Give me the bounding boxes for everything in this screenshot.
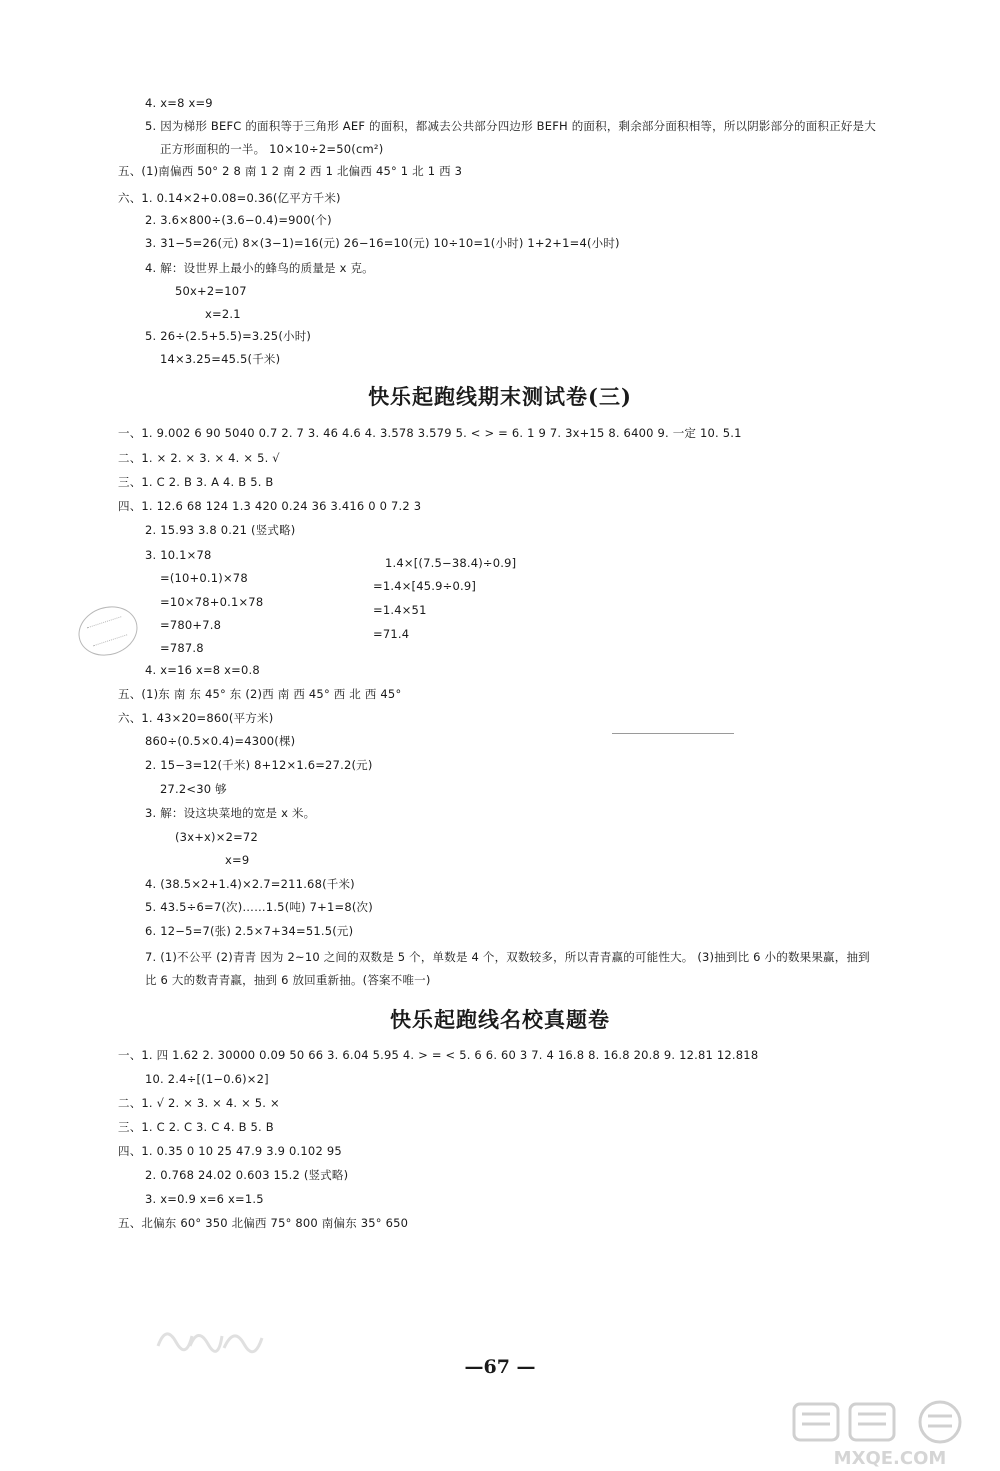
answer-line: 三、1. C 2. B 3. A 4. B 5. B bbox=[118, 475, 274, 489]
answer-line: 10. 2.4÷[(1−0.6)×2] bbox=[145, 1072, 269, 1086]
answer-line: =(10+0.1)×78 bbox=[160, 571, 248, 585]
answer-line: 5. 43.5÷6=7(次)……1.5(吨) 7+1=8(次) bbox=[145, 900, 373, 914]
section-title: 快乐起跑线名校真题卷 bbox=[390, 1007, 610, 1032]
answer-line: 一、1. 9.002 6 90 5040 0.7 2. 7 3. 46 4.6 4. 3.578 3.579 5. < > = 6. 1 9 7. 3x+15 8. 6400 9. 一定 10. 5.1 bbox=[118, 426, 742, 440]
answer-line: 2. 15.93 3.8 0.21 (竖式略) bbox=[145, 523, 296, 537]
answer-line: 1.4×[(7.5−38.4)÷0.9] bbox=[385, 556, 517, 570]
answer-line: 5. 因为梯形 BEFC 的面积等于三角形 AEF 的面积，都减去公共部分四边形 BEFH 的面积，剩余部分面积相等，所以阴影部分的面积正好是大 bbox=[145, 119, 876, 133]
answer-line: 一、1. 四 1.62 2. 30000 0.09 50 66 3. 6.04 5.95 4. > = < 5. 6 6. 60 3 7. 4 16.8 8. 16.8 20.8 9. 12.81 12.818 bbox=[118, 1048, 759, 1062]
answer-line: 五、(1)南偏西 50° 2 8 南 1 2 南 2 西 1 北偏西 45° 1 北 1 西 3 bbox=[118, 164, 463, 178]
answer-line: x=2.1 bbox=[205, 307, 241, 321]
answer-line: =1.4×[45.9÷0.9] bbox=[373, 579, 477, 593]
faint-watermark-left bbox=[150, 1318, 280, 1354]
answer-line: 比 6 大的数青青赢，抽到 6 放回重新抽。(答案不唯一) bbox=[145, 973, 431, 987]
answer-line: 6. 12−5=7(张) 2.5×7+34=51.5(元) bbox=[145, 924, 354, 938]
answer-line: 2. 15−3=12(千米) 8+12×1.6=27.2(元) bbox=[145, 758, 373, 772]
answer-line: =71.4 bbox=[373, 627, 410, 641]
answer-line: 四、1. 12.6 68 124 1.3 420 0.24 36 3.416 0 0 7.2 3 bbox=[118, 499, 422, 513]
answer-line: x=9 bbox=[225, 853, 250, 867]
answer-line: 860÷(0.5×0.4)=4300(棵) bbox=[145, 734, 296, 748]
answer-line: 3. 31−5=26(元) 8×(3−1)=16(元) 26−16=10(元) 10÷10=1(小时) 1+2+1=4(小时) bbox=[145, 236, 620, 250]
answer-line: 3. 解：设这块菜地的宽是 x 米。 bbox=[145, 806, 316, 820]
answer-line: 5. 26÷(2.5+5.5)=3.25(小时) bbox=[145, 329, 312, 343]
answer-line: 50x+2=107 bbox=[175, 284, 247, 298]
answer-line: 正方形面积的一半。 10×10÷2=50(cm²) bbox=[160, 142, 384, 156]
answer-line: 四、1. 0.35 0 10 25 47.9 3.9 0.102 95 bbox=[118, 1144, 342, 1158]
answer-line: =787.8 bbox=[160, 641, 204, 655]
section-title: 快乐起跑线期末测试卷(三) bbox=[368, 384, 632, 409]
answer-line: 六、1. 0.14×2+0.08=0.36(亿平方千米) bbox=[118, 191, 341, 205]
answer-line: 4. x=8 x=9 bbox=[145, 96, 213, 110]
answer-line: 3. x=0.9 x=6 x=1.5 bbox=[145, 1192, 264, 1206]
answer-line: 14×3.25=45.5(千米) bbox=[160, 352, 281, 366]
answer-line: 三、1. C 2. C 3. C 4. B 5. B bbox=[118, 1120, 274, 1134]
answer-line: 4. (38.5×2+1.4)×2.7=211.68(千米) bbox=[145, 877, 355, 891]
stamp-mark bbox=[72, 599, 144, 663]
answer-line: 2. 3.6×800÷(3.6−0.4)=900(个) bbox=[145, 213, 332, 227]
answer-line: =10×78+0.1×78 bbox=[160, 595, 264, 609]
answer-line: 二、1. √ 2. × 3. × 4. × 5. × bbox=[118, 1096, 280, 1110]
answer-line: 二、1. × 2. × 3. × 4. × 5. √ bbox=[118, 451, 280, 465]
answer-line: =780+7.8 bbox=[160, 618, 222, 632]
answer-line: (3x+x)×2=72 bbox=[175, 830, 258, 844]
answer-line: 4. 解：设世界上最小的蜂鸟的质量是 x 克。 bbox=[145, 261, 374, 275]
answer-line: 五、(1)东 南 东 45° 东 (2)西 南 西 45° 西 北 西 45° bbox=[118, 687, 402, 701]
answer-line: =1.4×51 bbox=[373, 603, 427, 617]
answer-site-watermark-logo bbox=[780, 1398, 1000, 1471]
answer-line: 27.2<30 够 bbox=[160, 782, 227, 796]
answer-line: 六、1. 43×20=860(平方米) bbox=[118, 711, 274, 725]
watermark-text: MXQE.COM bbox=[833, 1448, 947, 1469]
answer-line: 4. x=16 x=8 x=0.8 bbox=[145, 663, 260, 677]
answer-line: 2. 0.768 24.02 0.603 15.2 (竖式略) bbox=[145, 1168, 349, 1182]
divider-line bbox=[612, 733, 734, 734]
answer-line: 五、北偏东 60° 350 北偏西 75° 800 南偏东 35° 650 bbox=[118, 1216, 409, 1230]
answer-line: 3. 10.1×78 bbox=[145, 548, 212, 562]
answer-line: 7. (1)不公平 (2)青青 因为 2~10 之间的双数是 5 个，单数是 4 个，双数较多，所以青青赢的可能性大。 (3)抽到比 6 小的数果果赢，抽到 bbox=[145, 950, 870, 964]
page-number: —67 — bbox=[464, 1356, 536, 1378]
